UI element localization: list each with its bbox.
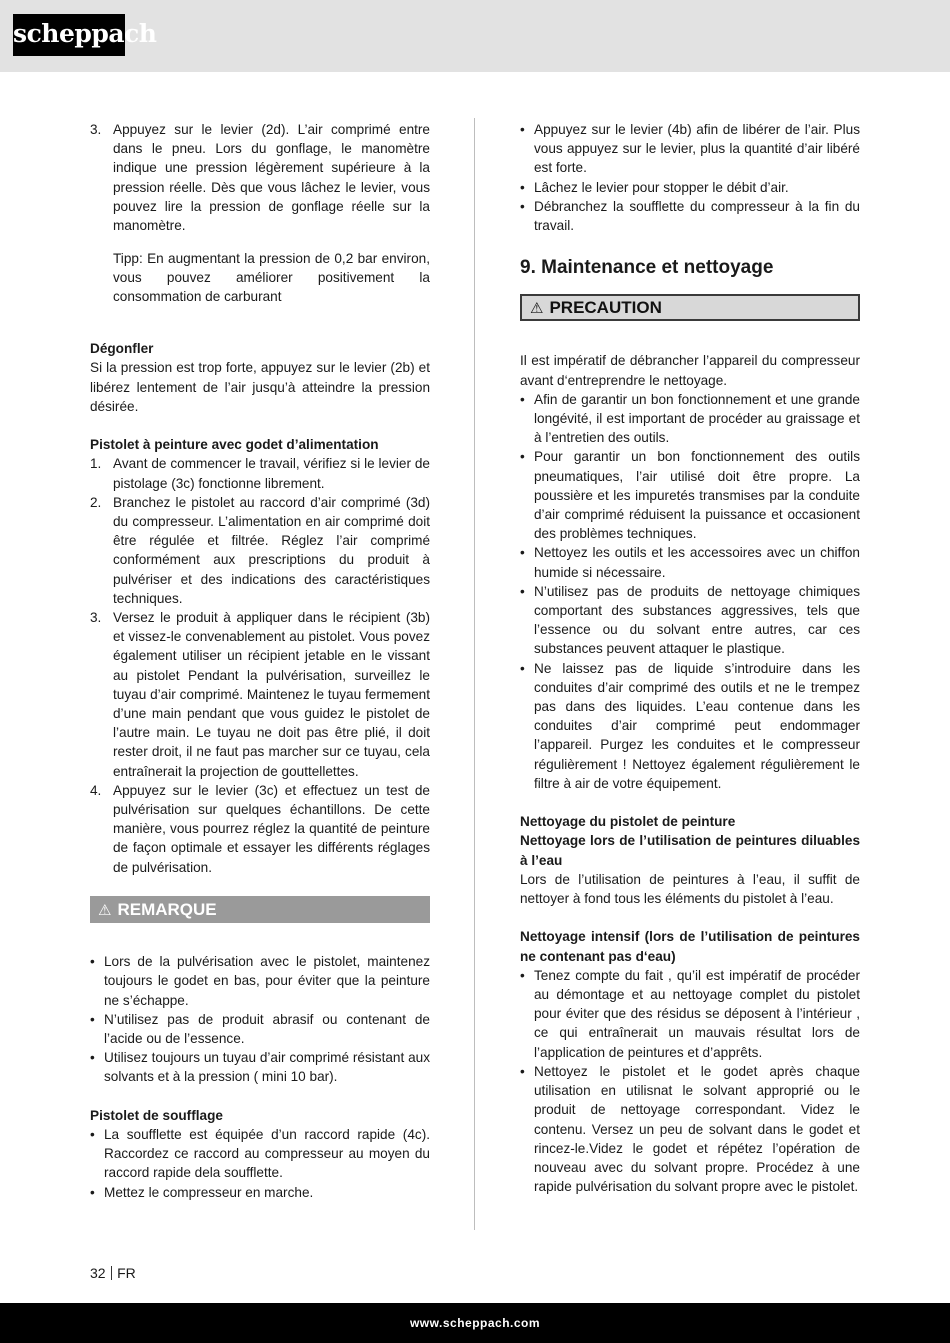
subheading-pistolet-peinture: Pistolet à peinture avec godet d’alimentation <box>90 437 379 453</box>
subheading-nettoyage-intensif: Nettoyage intensif (lors de l’utilisation de peintures ne contenant pas d‘eau) <box>520 929 860 964</box>
tip-text: Tipp: En augmentant la pression de 0,2 bar environ, vous pouvez améliorer positivement la consommation de carburant <box>113 250 430 305</box>
list-item: 3. Appuyez sur le levier (2d). L’air comprimé entre dans le pneu. Lors du gonflage, le manomètre indique une pression légèrement supérieure à la pression réelle. Dès que vous lâchez le levier, vous pouvez lire la pression de gonflage réelle sur la manomètre. <box>90 122 430 234</box>
list-item: 1. Avant de commencer le travail, vérifiez si le levier de pistolage (3c) fonctionne librement. <box>90 456 430 491</box>
list-item: • N’utilisez pas de produits de nettoyage chimiques comportant des substances aggressives, tels que l’essence ou du solvant entre autres, car ces substances peuvent attaquer le plastique. <box>520 583 860 657</box>
list-item: • Lâchez le levier pour stopper le débit d’air. <box>520 179 789 195</box>
list-item: • Mettez le compresseur en marche. <box>90 1184 314 1200</box>
subheading-nettoyage-pistolet: Nettoyage du pistolet de peinture <box>520 814 736 830</box>
list-item: • Lors de la pulvérisation avec le pistolet, maintenez toujours le godet en bas, pour éviter que la peinture ne s’échappe. <box>90 954 430 1008</box>
remarque-list <box>90 952 430 1086</box>
list-item: • Appuyez sur le levier (4b) afin de libérer de l’air. Plus vous appuyez sur le levier, plus la quantité d’air libéré est forte. <box>520 122 860 176</box>
right-column <box>520 120 860 1196</box>
section-title: 9. Maintenance et nettoyage <box>520 257 774 279</box>
precaution-list <box>520 390 860 793</box>
subheading-nettoyage-eau: Nettoyage lors de l’utilisation de peintures diluables à l’eau <box>520 833 860 868</box>
left-column <box>90 120 430 1202</box>
list-item: • Pour garantir un bon fonctionnement des outils pneumatiques, l’air utilisé doit être propre. La poussière et les impuretés transmises par la conduite d’air comprimé réduisent la puissance et occasionent des problèmes techniques. <box>520 449 860 542</box>
footer-bar <box>0 1303 950 1343</box>
warning-icon: ⚠ <box>530 300 544 318</box>
remarque-banner: ⚠ REMARQUE <box>90 896 430 923</box>
subheading-soufflage: Pistolet de soufflage <box>90 1107 223 1123</box>
list-item: • Ne laissez pas de liquide s’introduire dans les conduites d’air comprimé des outils et ne le trempez pas dans des liquides. L’eau contenue dans les conduites d’air comprimé peut endommager l’appareil. Purgez les conduites et le compresseur régulièrement ! Nettoyez également régulièrement le filtre à air de votre équipement. <box>520 660 860 791</box>
list-item: • Nettoyez les outils et les accessoires avec un chiffon humide si nécessaire. <box>520 545 860 580</box>
list-item: • Débranchez la soufflette du compresseur à la fin du travail. <box>520 198 860 234</box>
list-item: 3. Versez le produit à appliquer dans le récipient (3b) et vissez-le convenablement au pistolet. Vous povez également utiliser un récipient jetable en le vissant au pistolet Pendant la pulvérisation, surveillez le tuyau d’air comprimé. Maintenez le tuyau fermement d’une main pendant que vous guidez le pistolet de l’autre main. Le tuyau ne doit pas être plié, il doit rester droit, il ne faut pas marcher sur ce tuyau, cela entraînerait la projection de gouttellettes. <box>90 610 430 779</box>
subheading-degonfler: Dégonfler <box>90 341 154 357</box>
inflate-steps <box>90 120 430 235</box>
list-item: • Utilisez toujours un tuyau d’air comprimé résistant aux solvants et à la pression ( mini 10 bar). <box>90 1050 430 1085</box>
list-item: • Afin de garantir un bon fonctionnement et une grande longévité, il est important de procéder au graissage et à l’entretien des outils. <box>520 391 860 446</box>
page-number: 32 FR <box>90 1265 136 1281</box>
list-item: 2. Branchez le pistolet au raccord d’air comprimé (3d) du compresseur. L’alimentation en air comprimé doit être régulée et filtrée. Réglez l’air comprimé conformément aux prescriptions du produit à pulvériser et des indications des caractéristiques techniques. <box>90 494 430 606</box>
precaution-banner: ⚠ PRECAUTION <box>520 294 860 321</box>
degonfler-text: Si la pression est trop forte, appuyez sur le levier (2b) et libérez lentement de l’air jusqu’à atteindre la pression désirée. <box>90 360 430 414</box>
list-item: 4. Appuyez sur le levier (3c) et effectuez un test de pulvérisation sur quelques échantillons. De cette manière, vous pourrez réglez la quantité de peinture de façon optimale et essayer les différents réglages de pulvérisation. <box>90 782 430 875</box>
nettoyage-intensif-list <box>520 966 860 1196</box>
warning-icon: ⚠ <box>98 902 112 920</box>
website-link[interactable]: www.scheppach.com <box>409 1316 541 1330</box>
list-item: • Nettoyez le pistolet et le godet après chaque utilisation en utilisnat le solvant approprié ou le produit de nettoyage correspondant. Videz le contenu. Versez un peu de solvant dans le godet et rincez-le.Videz le godet et répétez l’opération de nouveau avec du solvant propre. Procédez à une rapide pulvérisation du solvant propre avec le pistolet. <box>520 1063 860 1195</box>
nettoyage-eau-text: Lors de l’utilisation de peintures à l’eau, il suffit de nettoyer à fond tous les éléments du pistolet à l’eau. <box>520 871 860 907</box>
soufflage-list <box>90 1125 430 1202</box>
scheppach-logo: scheppach <box>13 14 125 56</box>
page-header <box>0 0 950 72</box>
column-divider <box>474 118 475 1230</box>
precaution-intro: Il est impératif de débrancher l’appareil du compresseur avant d‘entreprendre le nettoyage. <box>520 353 860 388</box>
list-item: • La soufflette est équipée d’un raccord rapide (4c). Raccordez ce raccord au compresseur au moyen du raccord rapide dela soufflette. <box>90 1127 430 1181</box>
paint-gun-steps <box>90 454 430 876</box>
list-item: • N’utilisez pas de produit abrasif ou contenant de l’acide ou de l’essence. <box>90 1011 430 1047</box>
soufflage-continued-list <box>520 120 860 235</box>
list-item: • Tenez compte du fait , qu’il est impératif de procéder au démontage et au nettoyage complet du pistolet pour éviter que des résidus se déposent à l’intérieur , ce qui entraînerait un mauvais résultat lors de l’application de peintures et d’apprêts. <box>520 967 860 1060</box>
